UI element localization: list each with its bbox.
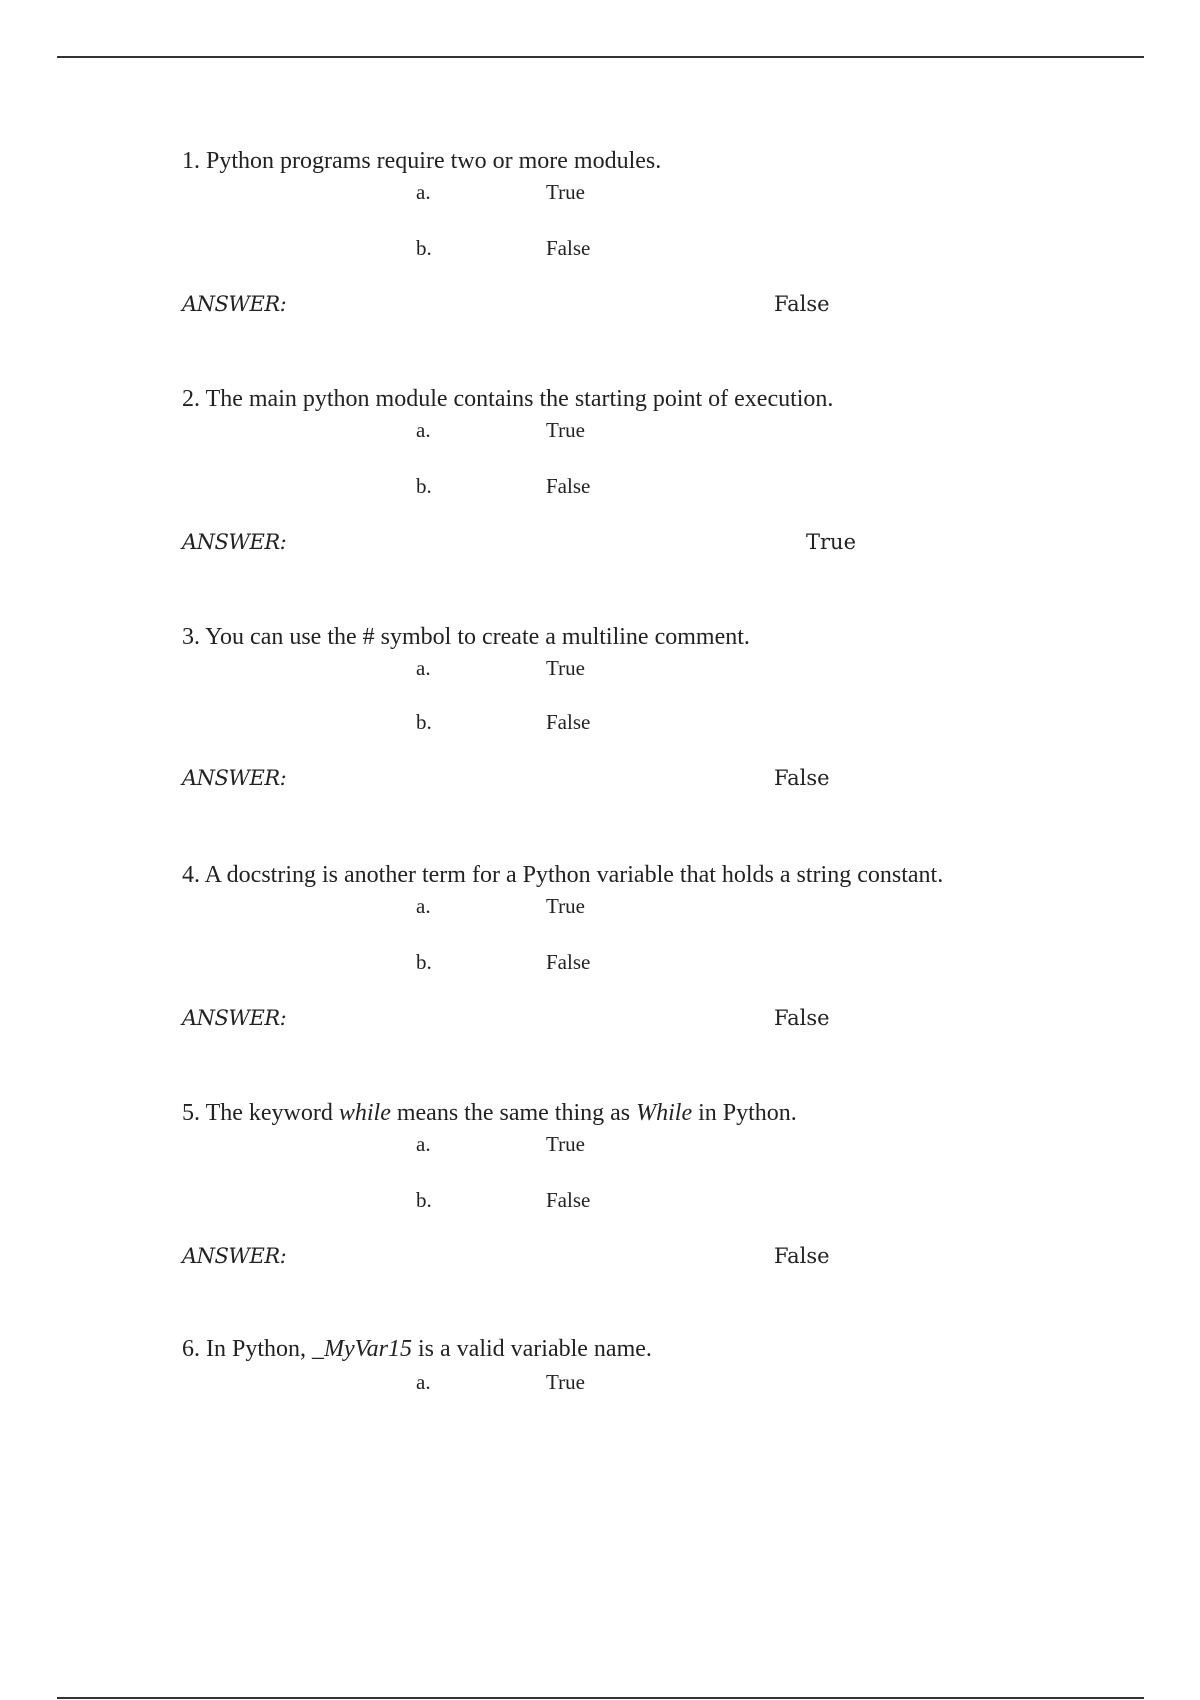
choice-label: True xyxy=(546,1370,585,1394)
choice-letter: a. xyxy=(416,418,431,442)
choice-label: True xyxy=(546,180,585,204)
answer-label: ANSWER: xyxy=(182,766,287,790)
choice-label: False xyxy=(546,1188,591,1212)
answer-value: False xyxy=(774,292,830,316)
choice-letter: b. xyxy=(416,474,432,498)
answer-value: False xyxy=(774,1006,830,1030)
choice-letter: b. xyxy=(416,236,432,260)
question-text: 2. The main python module contains the starting point of execution. xyxy=(182,386,834,412)
choice-letter: a. xyxy=(416,656,431,680)
choice-letter: a. xyxy=(416,894,431,918)
question-text xyxy=(182,1098,797,1128)
choice-letter: b. xyxy=(416,1188,432,1212)
choice-label: False xyxy=(546,236,591,260)
choice-letter: a. xyxy=(416,1132,431,1156)
answer-label: ANSWER: xyxy=(182,292,287,316)
bottom-rule xyxy=(57,1697,1144,1699)
question-text-part: is a valid variable name. xyxy=(412,1336,652,1362)
choice-letter: a. xyxy=(416,180,431,204)
answer-value: False xyxy=(774,766,830,790)
top-rule xyxy=(57,56,1144,58)
question-text-part: in Python. xyxy=(692,1100,797,1126)
question-text xyxy=(182,1334,652,1364)
choice-label: True xyxy=(546,418,585,442)
choice-letter: b. xyxy=(416,710,432,734)
choice-label: False xyxy=(546,710,591,734)
question-text-part: 6. In Python, xyxy=(182,1336,313,1362)
variable-name: _MyVar15 xyxy=(312,1336,412,1362)
question-text: 1. Python programs require two or more modules. xyxy=(182,148,662,174)
answer-label: ANSWER: xyxy=(182,1006,287,1030)
choice-letter: a. xyxy=(416,1370,431,1394)
choice-letter: b. xyxy=(416,950,432,974)
answer-label: ANSWER: xyxy=(182,530,287,554)
choice-label: True xyxy=(546,1132,585,1156)
answer-label: ANSWER: xyxy=(182,1244,287,1268)
choice-label: True xyxy=(546,656,585,680)
keyword-capitalized: While xyxy=(636,1100,693,1126)
question-text: 3. You can use the # symbol to create a multiline comment. xyxy=(182,624,750,650)
question-text-part: means the same thing as xyxy=(390,1100,637,1126)
keyword-lowercase: while xyxy=(338,1100,391,1126)
answer-value: False xyxy=(774,1244,830,1268)
choice-label: False xyxy=(546,474,591,498)
choice-label: False xyxy=(546,950,591,974)
question-text-part: 5. The keyword xyxy=(182,1100,339,1126)
choice-label: True xyxy=(546,894,585,918)
question-text: 4. A docstring is another term for a Python variable that holds a string constant. xyxy=(182,862,944,888)
answer-value: True xyxy=(806,530,856,554)
